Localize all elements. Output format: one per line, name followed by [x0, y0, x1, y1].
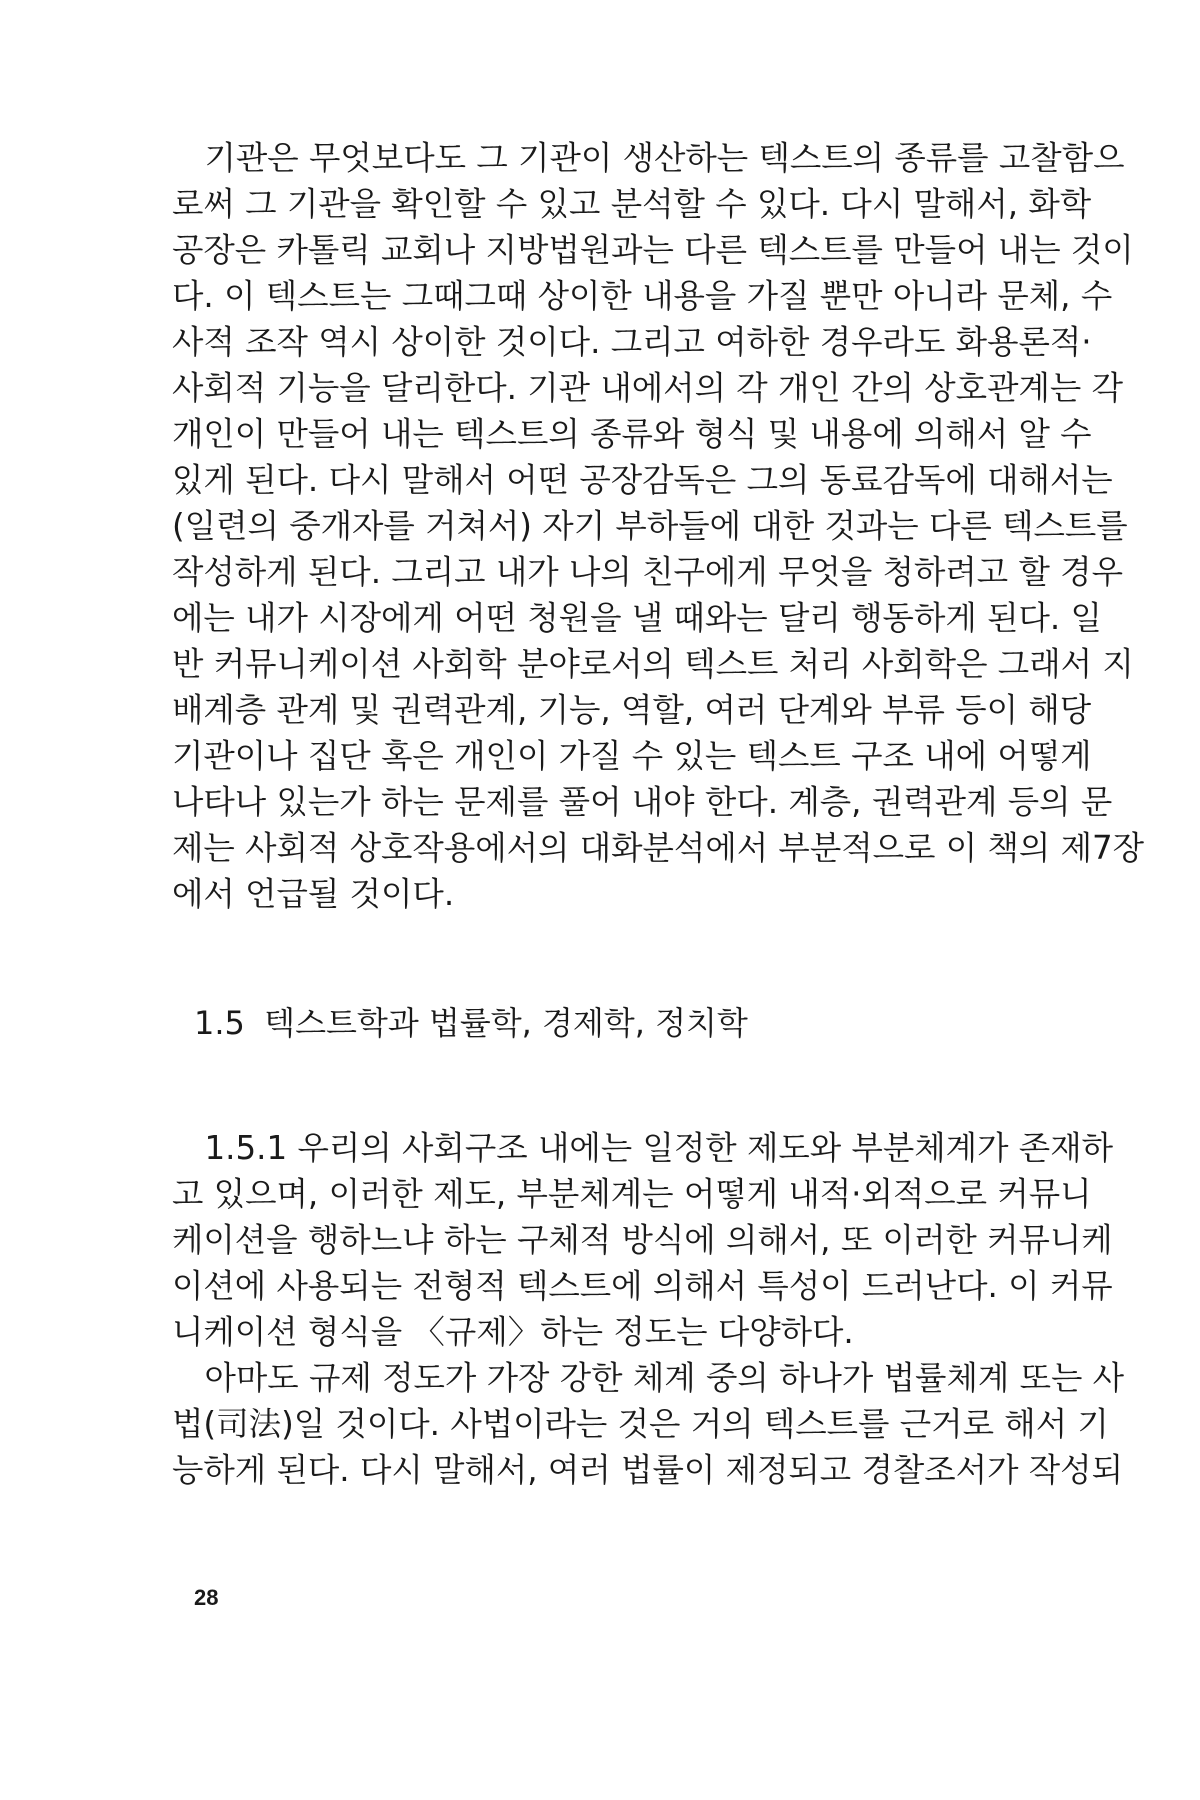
text-line: 있게 된다. 다시 말해서 어떤 공장감독은 그의 동료감독에 대해서는: [172, 461, 1113, 499]
text-line: 기관이나 집단 혹은 개인이 가질 수 있는 텍스트 구조 내에 어떻게: [172, 737, 1092, 775]
text-line: 개인이 만들어 내는 텍스트의 종류와 형식 및 내용에 의해서 알 수: [172, 415, 1092, 453]
text-line: 기관은 무엇보다도 그 기관이 생산하는 텍스트의 종류를 고찰함으: [172, 139, 1125, 177]
section-heading: [194, 1003, 748, 1043]
page-number: 28: [194, 1585, 219, 1610]
text-line: 작성하게 된다. 그리고 내가 나의 친구에게 무엇을 청하려고 할 경우: [172, 553, 1123, 591]
text-line: 법(司法)일 것이다. 사법이라는 것은 거의 텍스트를 근거로 해서 기: [172, 1405, 1109, 1443]
text-line: 다. 이 텍스트는 그때그때 상이한 내용을 가질 뿐만 아니라 문체, 수: [172, 277, 1113, 315]
section-number: 1.5: [194, 1004, 245, 1042]
text-line: 로써 그 기관을 확인할 수 있고 분석할 수 있다. 다시 말해서, 화학: [172, 185, 1092, 223]
text-line: 제는 사회적 상호작용에서의 대화분석에서 부분적으로 이 책의 제7장: [172, 829, 1145, 867]
text-line: (일련의 중개자를 거쳐서) 자기 부하들에 대한 것과는 다른 텍스트를: [172, 507, 1128, 545]
text-line: 사회적 기능을 달리한다. 기관 내에서의 각 개인 간의 상호관계는 각: [172, 369, 1123, 407]
text-line: 에서 언급될 것이다.: [172, 875, 455, 913]
text-line: 능하게 된다. 다시 말해서, 여러 법률이 제정되고 경찰조서가 작성되: [172, 1451, 1123, 1489]
text-line: 나타나 있는가 하는 문제를 풀어 내야 한다. 계층, 권력관계 등의 문: [172, 783, 1113, 821]
text-line: 고 있으며, 이러한 제도, 부분체계는 어떻게 내적·외적으로 커뮤니: [172, 1175, 1092, 1213]
text-line: 니케이션 형식을 〈규제〉하는 정도는 다양하다.: [172, 1313, 854, 1351]
text-line: 이션에 사용되는 전형적 텍스트에 의해서 특성이 드러난다. 이 커뮤: [172, 1267, 1113, 1305]
text-line: 배계층 관계 및 권력관계, 기능, 역할, 여러 단계와 부류 등이 해당: [172, 691, 1092, 729]
text-line: 1.5.1 우리의 사회구조 내에는 일정한 제도와 부분체계가 존재하: [172, 1129, 1113, 1167]
text-line: 케이션을 행하느냐 하는 구체적 방식에 의해서, 또 이러한 커뮤니케: [172, 1221, 1113, 1259]
text-line: 아마도 규제 정도가 가장 강한 체계 중의 하나가 법률체계 또는 사: [172, 1359, 1125, 1397]
section-title: 텍스트학과 법률학, 경제학, 정치학: [264, 1004, 748, 1042]
text-line: 에는 내가 시장에게 어떤 청원을 낼 때와는 달리 행동하게 된다. 일: [172, 599, 1102, 637]
text-line: 반 커뮤니케이션 사회학 분야로서의 텍스트 처리 사회학은 그래서 지: [172, 645, 1134, 683]
text-line: 공장은 카톨릭 교회나 지방법원과는 다른 텍스트를 만들어 내는 것이: [172, 231, 1134, 269]
text-line: 사적 조작 역시 상이한 것이다. 그리고 여하한 경우라도 화용론적·: [172, 323, 1092, 361]
